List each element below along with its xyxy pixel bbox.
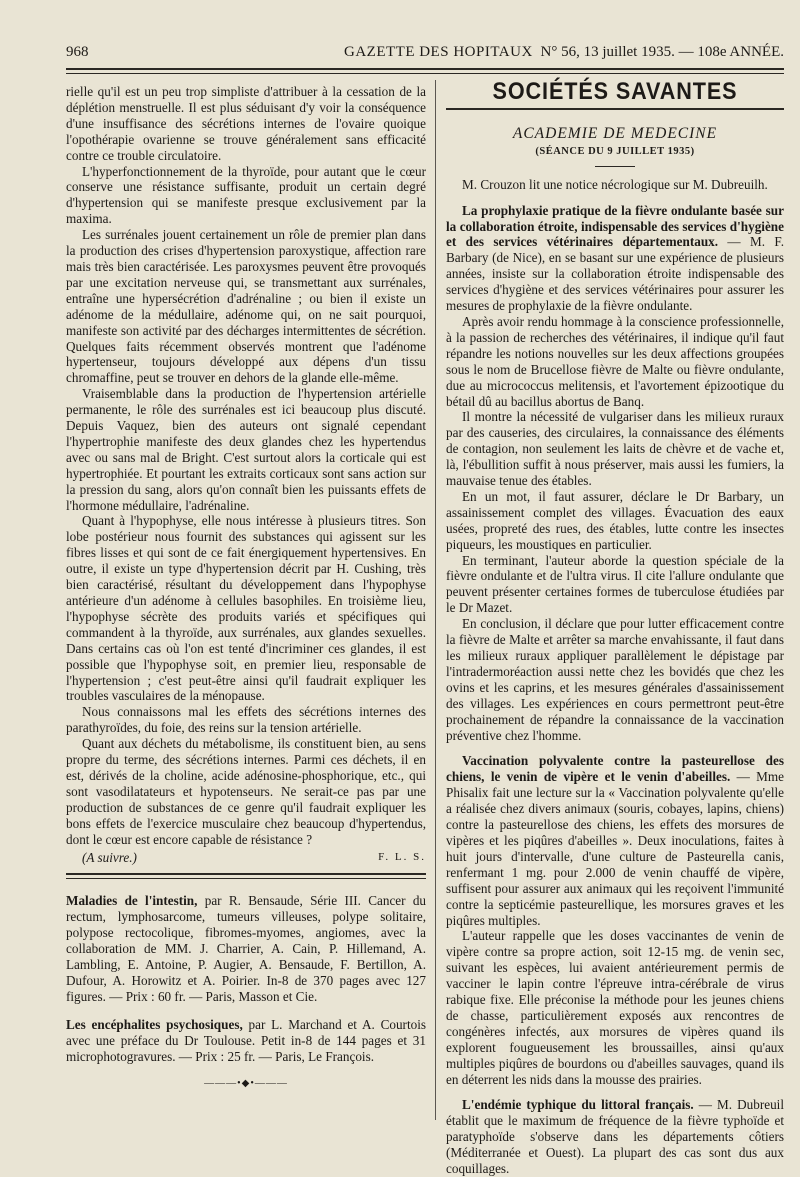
article-signature — [66, 850, 426, 866]
ornament-divider: ———•◆•——— — [204, 1078, 288, 1090]
book-review — [66, 893, 426, 1004]
book-details: par L. Marchand et A. Courtois avec une préface du Dr Toulouse. Petit in-8 de 144 pages et 31 microphotogravures. — Prix : 25 fr. — Paris, Le François. — [66, 1016, 426, 1064]
paragraph: rielle qu'il est un peu trop simpliste d'attribuer à la cessation de la déplétion menstruelle. Il est plus séduisant d'y voir la conséquence d'une insuffisance des sécrétions internes de l'ovaire quoique l'opothérapie ovarienne se trouve généralement sans efficacité contre ce trouble circulatoire. — [66, 84, 426, 163]
book-review — [66, 1017, 426, 1065]
right-column — [446, 78, 785, 1177]
paragraph: En conclusion, il déclare que pour lutter efficacement contre la fièvre de Malte et arrêter sa marche envahissante, il faut dans les milieux ruraux appliquer parallèlement le dépistage par l'intradermoréaction aussi nette chez les bovidés que chez les ovins et les caprins, et les mesures générales d'assainissement des villages. Les expériences en cours permettront peut-être prochainement de répandre la connaissance de la vaccination préventive chez l'homme. — [446, 616, 784, 743]
paragraph: En un mot, il faut assurer, déclare le Dr Barbary, un assainissement complet des villages. Évacuation des eaux usées, propreté des rues, des étables, lutte contre les insectes piqueurs, les moustiques en particulier. — [446, 488, 784, 552]
paragraph: Nous connaissons mal les effets des sécrétions internes des parathyroïdes, du foie, des reins sur la tension artérielle. — [66, 704, 426, 736]
paragraph: Les surrénales jouent certainement un rôle de premier plan dans la production des crises d'hypertension paroxystique, affection rare mais très bien caractérisée. Les paroxysmes peuvent être provoqués par une excitation nerveuse qui, se transmettant aux surrénales, entraîne une hypersécrétion d'adrénaline ; ou bien il existe un adénome de la médullaire, adénome qui, on ne sait pourquoi, manifeste son activité par des décharges intermittentes de sécrétion. Quelques faits récemment observés montrent que l'adénome hypertenseur, toujours développé aux dépens d'un tissu chromaffine, peut se trouver en dehors de la glande elle-même. — [66, 227, 426, 386]
paragraph: En terminant, l'auteur aborde la question spéciale de la fièvre ondulante et de l'ultra virus. Il cite l'allure ondulante que peuvent présenter certaines formes de tuberculose étudiées par le Dr Mazet. — [446, 552, 784, 616]
paragraph: L'auteur rappelle que les doses vaccinantes de venin de vipère contre sa propre action, soit 12-15 mg. de venin sec, suivant les espèces, lui avaient antérieurement permis de vacciner le lapin contre l'épreuve intra-cérébrale de virus rabique fixe. Elle préconise la méthode pour les jeunes chiens de chasse, particulièrement exposés aux rencontres de congénères infectés, aux morsures de vipères quand ils explorent fougueusement les broussailles, ainsi qu'aux multiples piqûres de bourdons ou d'abeilles sauvages, quand ils en déterrent les nids dans la mousse des prairies. — [446, 928, 784, 1087]
page-header — [66, 44, 784, 68]
academy-heading: ACADEMIE DE MEDECINE — [512, 124, 718, 142]
paragraph: L'hyperfonctionnement de la thyroïde, pour autant que le cœur conserve une résistance suffisante, produit un certain degré d'hypertension qui se manifeste presque exclusivement par la maxima. — [66, 163, 426, 227]
paragraph-text: — Mme Phisalix fait une lecture sur la « Vaccination polyvalente qu'elle a réalisée chez divers animaux (souris, cobayes, lapins, chiens) contre la pasteurellose des chiens, les effets des morsures de vipères et les piqûres d'abeilles ». Deux inoculations, faites à huit jours d'intervalle, d'une culture de Pasteurella canis, renfermant 1 mg. pour 2.000 de venin chauffé de vipère, suffisent pour assurer aux animaux qui les reçoivent l'immunité contre la septicémie pasteurellique, les morsures graves et les piqûres multiples. — [446, 769, 784, 928]
to-be-continued: (A suivre.) — [82, 849, 137, 865]
section-separator — [66, 873, 426, 879]
journal-title: GAZETTE DES HOPITAUX — [344, 44, 533, 60]
section-title: SOCIÉTÉS SAVANTES — [492, 78, 738, 105]
subsection-heading: Vaccination polyvalente contre la pasteurellose des chiens, le venin de vipère et le venin d'abeilles. — [446, 753, 784, 785]
paragraph-text: — M. Dubreuil établit que le maximum de fréquence de la fièvre typhoïde et paratyphoïde s'observe dans les départements côtiers (Méditerranée et Ouest). La plupart des cas sont dus aux coquillages. — [446, 1097, 785, 1177]
subsection-heading: L'endémie typhique du littoral français. — [462, 1097, 694, 1113]
column-divider — [435, 80, 436, 1120]
paragraph-text: — M. F. Barbary (de Nice), en se basant sur une expérience de plusieurs années, insiste sur la collaboration étroite indispensable des services d'hygiène et des services vétérinaires pour assurer les mesures de prophylaxie de la fièvre ondulante. — [446, 234, 784, 314]
paragraph: M. Crouzon lit une notice nécrologique sur M. Dubreuilh. — [462, 176, 768, 192]
book-details: par R. Bensaude, Série III. Cancer du rectum, lymphosarcome, tumeurs villeuses, polype solitaire, polypose rectocolique, fibromes-myomes, angiomes, avec la collaboration de MM. J. Charrier, A. Cain, P. Hillemand, A. Lambling, E. Antoine, P. Augier, A. Bensaude, F. Bertillon, A. Dufour, A. Horowitz et A. Poirier. In-8 de 370 pages avec 127 figures. — Prix : 60 fr. — Paris, Masson et Cie. — [66, 893, 427, 1004]
left-column — [66, 84, 426, 1092]
short-rule — [595, 166, 635, 167]
header-rule — [66, 68, 784, 74]
paragraph: Quant aux déchets du métabolisme, ils constituent bien, au sens propre du terme, des sécrétions internes. Parmi ces déchets, il en est, dérivés de la choline, acide adénosine-phosphorique, etc., qui sont vasodilatateurs et hypotenseurs. Ne serait-ce pas par une production de substances de ce genre qu'il faudrait expliquer les bons effets de l'exercice musculaire chez beaucoup d'hypertendus, dont le cœur est encore capable de résistance ? — [66, 736, 426, 847]
paragraph: Vraisemblable dans la production de l'hypertension artérielle permanente, le rôle des surrénales est ici beaucoup plus discuté. Depuis Vaquez, bien des auteurs ont signalé cependant l'hypertrophie manifeste des deux glandes chez les hypertendus avec ou sans mal de Bright. C'est surtout alors la corticale qui est hypertrophiée. Et pourtant les extraits corticaux sont sans action sur la pression du sang, alors qu'on connaît bien les puissants effets de l'hormone médullaire, l'adrénaline. — [66, 386, 426, 513]
paragraph: Après avoir rendu hommage à la conscience professionnelle, à la passion de recherches des vétérinaires, il indique qu'il faut répandre les notions nouvelles sur les deux affections groupées sous le nom de Brucellose fièvre de Malte ou fièvre ondulante, due au micrococcus melitensis, et l'avortement épizootique du bétail dû au bacillus abortus de Banq. — [446, 313, 784, 409]
issue-info: N° 56, 13 juillet 1935. — 108e ANNÉE. — [540, 44, 784, 60]
title-rule — [446, 108, 784, 112]
paragraph: Quant à l'hypophyse, elle nous intéresse à plusieurs titres. Son lobe postérieur nous fournit des substances qui agissent sur les fibres lisses et qui sont de ce fait énergiquement hypertensives. En outre, il existe un type d'hypertension décrit par H. Cushing, très bien caractérisé, résultant du développement dans l'hypophyse antérieure d'un adénome à cellules basophiles. En troisième lieu, l'hypophyse sécrète des produits variés et spécifiques qui commandent à la thyroïde, aux surrénales, aux glandes sexuelles. Dans certains cas où l'on est tenté d'incriminer ces glandes, il est possible que l'hypophyse soit, en premier lieu, responsable de l'hypertension ; c'est peut-être ainsi qu'il faudrait expliquer les troubles vasculaires de la ménopause. — [66, 513, 426, 704]
paragraph: Il montre la nécessité de vulgariser dans les milieux ruraux par des causeries, des circulaires, la connaissance des éléments de contagion, non seulement les laits de chèvre et de vache et, là, l'ébullition suffit à nous préserver, mais aussi les fumiers, la mauvaise tenue des étables. — [446, 409, 784, 489]
book-title: Maladies de l'intestin, — [66, 893, 198, 909]
book-title: Les encéphalites psychosiques, — [66, 1016, 243, 1032]
page-number: 968 — [66, 44, 89, 60]
subsection-heading: La prophylaxie pratique de la fièvre ondulante basée sur la collaboration étroite, indispensable des services d'hygiène et des services vétérinaires départementaux. — [446, 202, 784, 250]
session-date: (SÉANCE DU 9 JUILLET 1935) — [535, 145, 695, 157]
author-initials: F. L. S. — [378, 850, 426, 863]
